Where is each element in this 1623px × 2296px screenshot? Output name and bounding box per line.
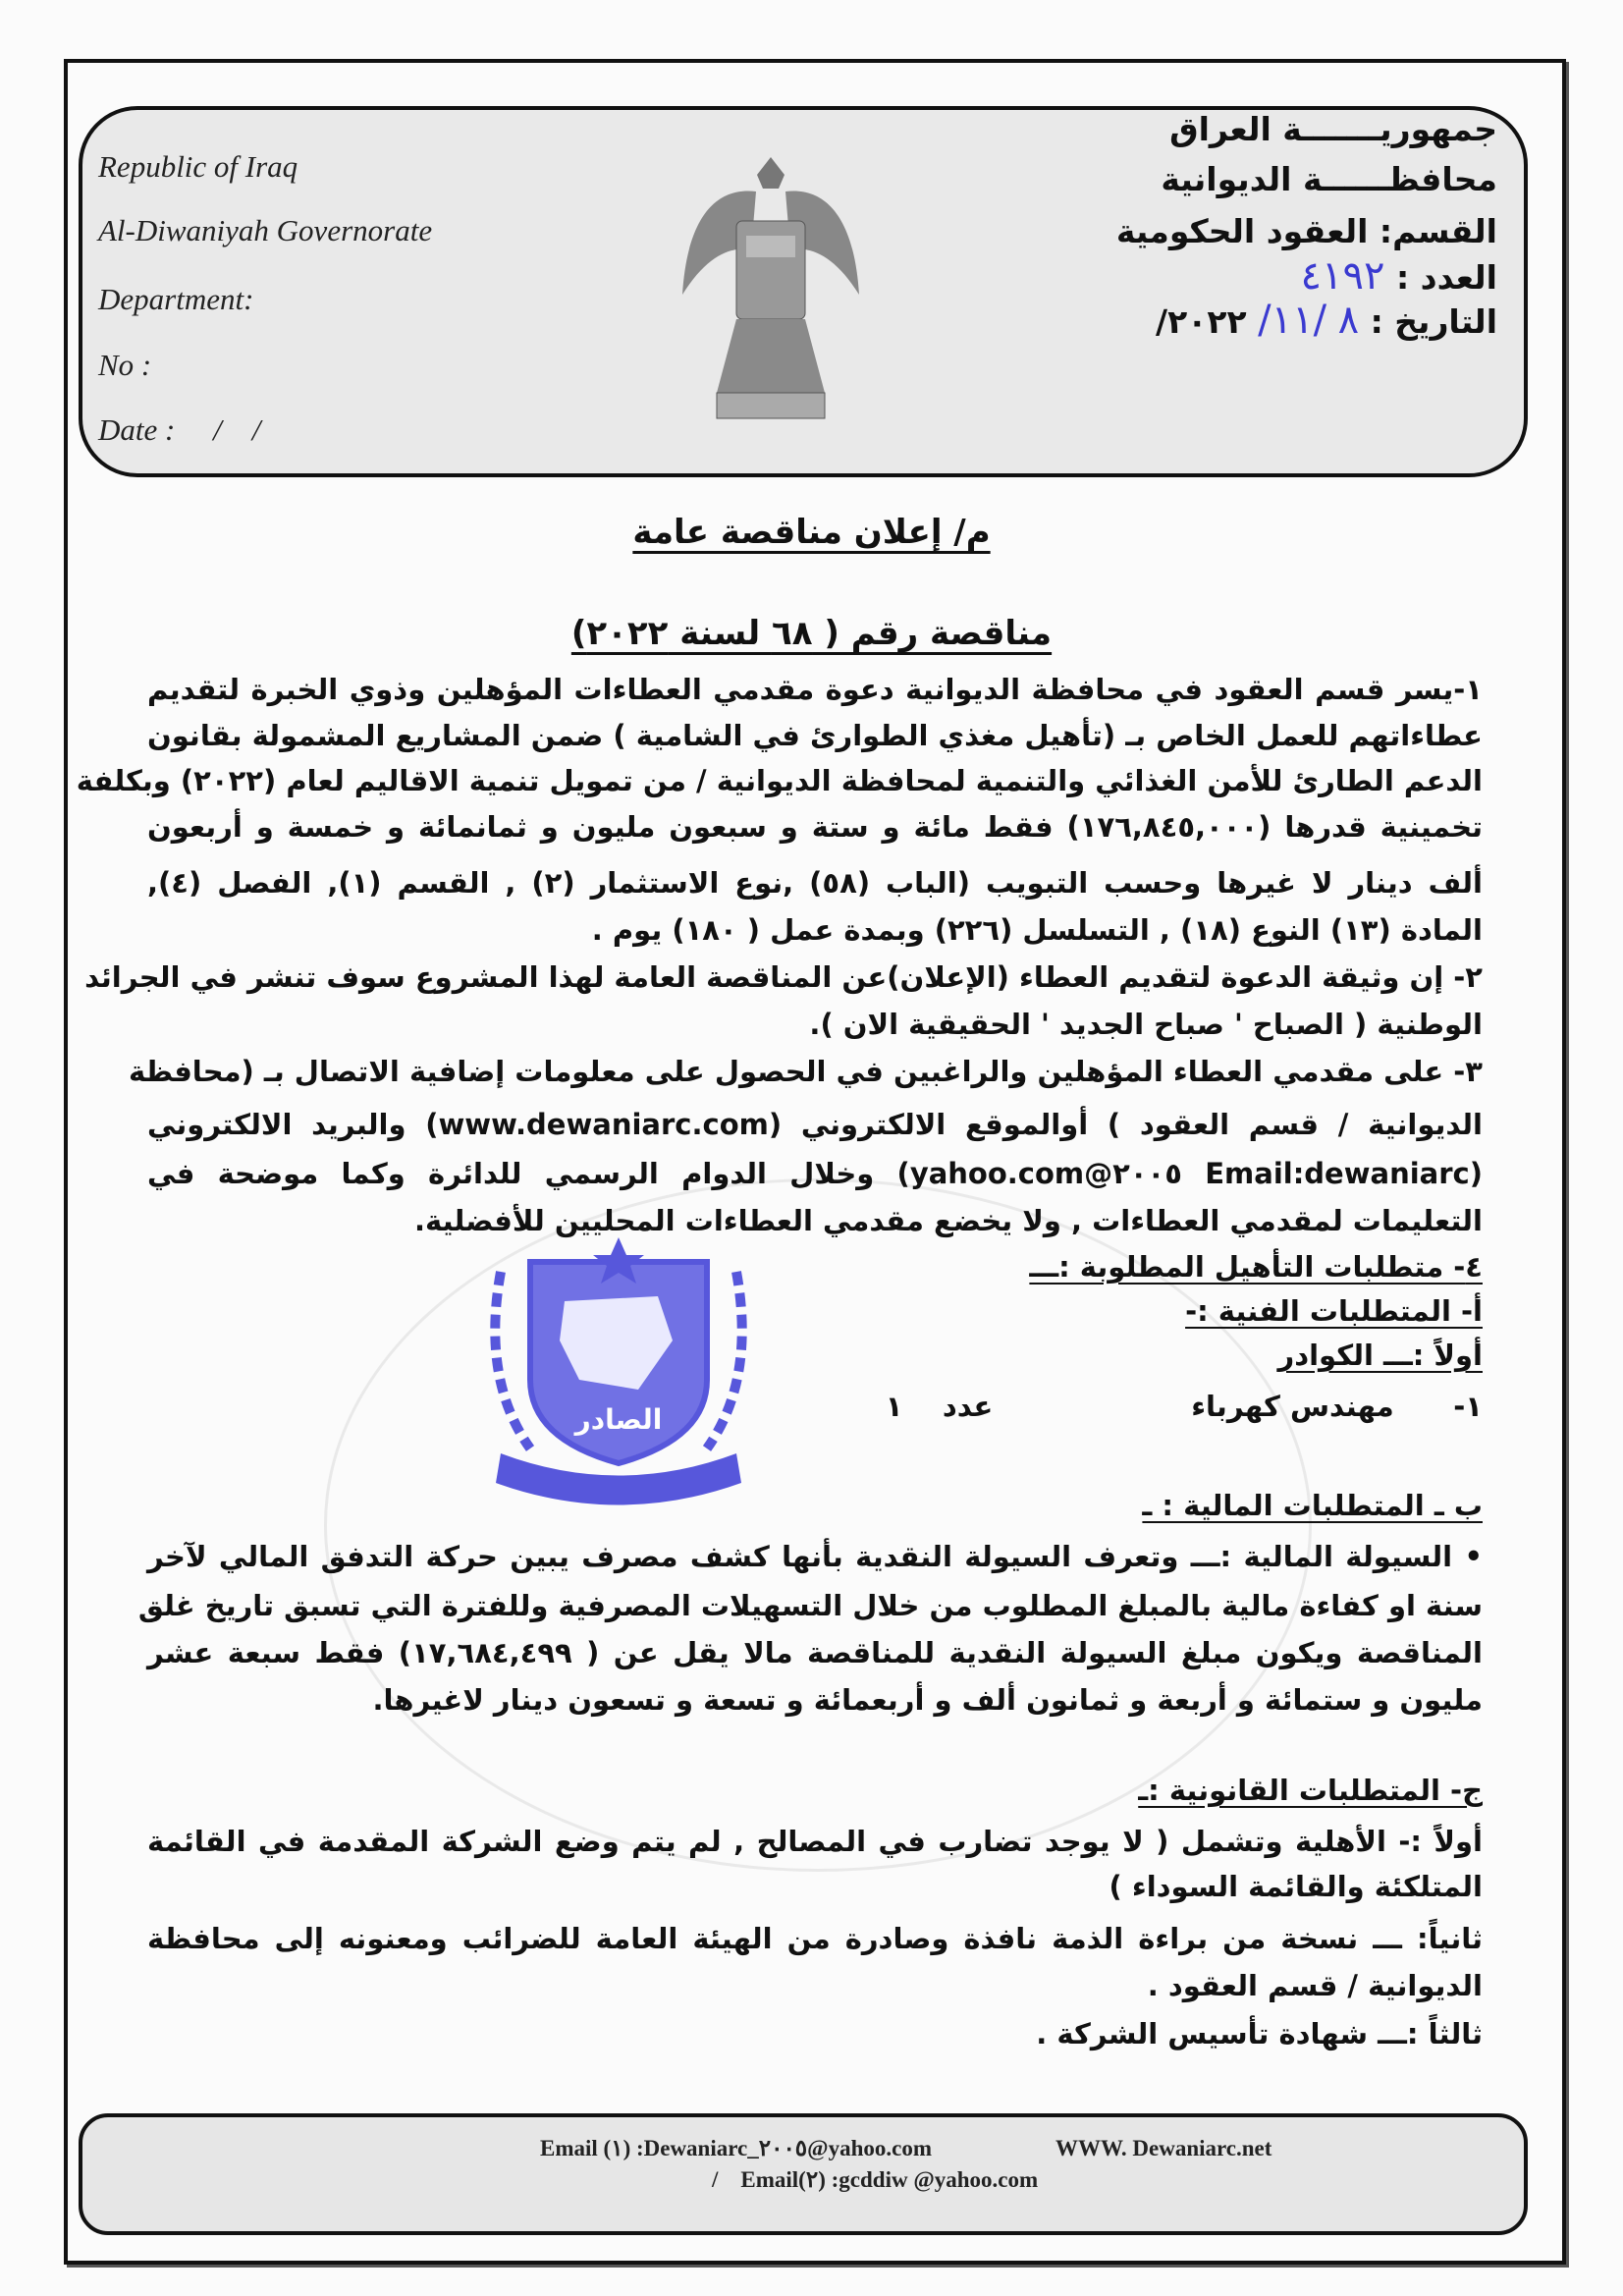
body-line: عطاءاتهم للعمل الخاص بـ (تأهيل مغذي الطوارئ في الشامية ) ضمن المشاريع المشمولة بقانون xyxy=(147,719,1483,752)
body-line: الديوانية / قسم العقود ) أوالموقع الالكتروني (www.dewaniarc.com) والبريد الالكتروني xyxy=(147,1108,1483,1141)
department-ar: القسم: العقود الحكومية xyxy=(1115,212,1497,250)
section-heading: ٤- متطلبات التأهيل المطلوبة :ـــ xyxy=(1029,1250,1483,1284)
body-line: • السيولة المالية :ـــ وتعرف السيولة النقدية بأنها كشف مصرف يبين حركة التدفق المالي لآخر xyxy=(147,1540,1483,1573)
republic-ar: جمهوريـــــــة العراق xyxy=(1169,110,1497,148)
body-line: الوطنية ( الصباح ' صباح الجديد ' الحقيقية الان ). xyxy=(809,1008,1483,1041)
number-label: العدد : xyxy=(1395,258,1497,297)
footer-website: WWW. Dewaniarc.net xyxy=(1055,2136,1272,2160)
body-line: ألف دينار لا غيرها وحسب التبويب (الباب (٥٨) ,نوع الاستثمار (٢) , القسم (١), الفصل (٤), xyxy=(147,866,1483,900)
body-line: ٣- على مقدمي العطاء المؤهلين والراغبين في الحصول على معلومات إضافية الاتصال بـ (محافظة xyxy=(128,1055,1483,1088)
official-stamp-icon xyxy=(461,1232,776,1527)
body-line: سنة او كفاءة مالية بالمبلغ المطلوب من خلال التسهيلات المصرفية وللفترة التي تسبق تاريخ غلق xyxy=(137,1589,1483,1622)
governorate-ar: محافظــــــة الديوانية xyxy=(1161,160,1497,198)
body-line: ثانياً: ـــ نسخة من براءة الذمة نافذة وصادرة من الهيئة العامة للضرائب ومعنونه إلى محافظة xyxy=(147,1922,1483,1955)
body-line: المتلكئة والقائمة السوداء ) xyxy=(1109,1870,1483,1903)
section-heading: ب ـ المتطلبات المالية : ـ xyxy=(1142,1489,1483,1522)
footer-email-2: / Email(٢) :gcddiw @yahoo.com xyxy=(712,2167,1039,2192)
tender-number: مناقصة رقم ( ٦٨ لسنة ٢٠٢٢) xyxy=(570,614,1053,653)
body-line: الديوانية / قسم العقود . xyxy=(1147,1969,1483,2002)
body-line: المادة (١٣) النوع (١٨) , التسلسل (٢٢٦) وبمدة عمل ( ١٨٠) يوم . xyxy=(591,913,1483,947)
body-line: ثالثاً :ـــ شهادة تأسيس الشركة . xyxy=(1036,2017,1483,2050)
republic-en: Republic of Iraq xyxy=(98,149,298,184)
section-heading: أولاً :ـــ الكوادر xyxy=(1277,1339,1483,1372)
body-line: ٢- إن وثيقة الدعوة لتقديم العطاء (الإعلان)عن المناقصة العامة لهذا المشروع سوف تنشر في الجرائد xyxy=(84,960,1483,994)
section-heading: ج- المتطلبات القانونية :ـ xyxy=(1138,1774,1483,1807)
body-line: التعليمات لمقدمي العطاءات , ولا يخضع مقدمي العطاءات المحليين للأفضلية. xyxy=(413,1204,1483,1237)
announcement-title: م/ إعلان مناقصة عامة xyxy=(632,513,991,552)
body-line: المناقصة ويكون مبلغ السيولة النقدية للمناقصة مالا يقل عن ( ١٧,٦٨٤,٤٩٩) فقط سبعة عشر xyxy=(147,1636,1483,1669)
staff-item: ١- مهندس كهرباء عدد ١ xyxy=(885,1390,1483,1423)
date-month: /١١/ xyxy=(1258,298,1327,343)
date-field xyxy=(1156,298,1497,343)
body-line: ١-يسر قسم العقود في محافظة الديوانية دعوة مقدمي العطاءات المؤهلين وذوي الخبرة لتقديم xyxy=(147,673,1483,706)
iraq-eagle-emblem-icon xyxy=(677,147,864,432)
section-heading: أ- المتطلبات الفنية :- xyxy=(1185,1294,1483,1328)
body-line: أولاً :- الأهلية وتشمل ( لا يوجد تضارب في المصالح , لم يتم وضع الشركة المقدمة في القائمة xyxy=(147,1825,1483,1858)
body-line: مليون و ستمائة و أربعة و ثمانون ألف و أربعمائة و تسعة و تسعون دينار لاغيرها. xyxy=(372,1683,1483,1717)
svg-text:الصادر: الصادر xyxy=(574,1403,663,1436)
date-label: التاريخ : xyxy=(1370,302,1497,341)
number-en: No : xyxy=(98,348,152,382)
date-day: ٨ xyxy=(1337,298,1360,343)
date-en: Date : / / xyxy=(98,412,261,447)
department-en: Department: xyxy=(98,282,254,316)
footer-email-1: Email (١) :Dewaniarc_٢٠٠٥@yahoo.com xyxy=(540,2136,932,2160)
number-field xyxy=(1301,253,1497,299)
date-year: ٢٠٢٢/ xyxy=(1156,302,1247,341)
body-line: (Email:dewaniarc ٢٠٠٥@yahoo.com) وخلال الدوام الرسمي للدائرة وكما موضحة في xyxy=(147,1157,1483,1190)
body-line: الدعم الطارئ للأمن الغذائي والتنمية لمحافظة الديوانية / من تمويل تنمية الاقاليم لعام (٢٠٢٢) وبكلفة xyxy=(76,764,1483,797)
body-line: تخمينية قدرها (١٧٦,٨٤٥,٠٠٠) فقط مائة و ستة و سبعون مليون و ثمانمائة و خمسة و أربعون xyxy=(147,810,1483,844)
number-handwritten: ٤١٩٢ xyxy=(1300,253,1385,299)
governorate-en: Al-Diwaniyah Governorate xyxy=(98,213,433,247)
